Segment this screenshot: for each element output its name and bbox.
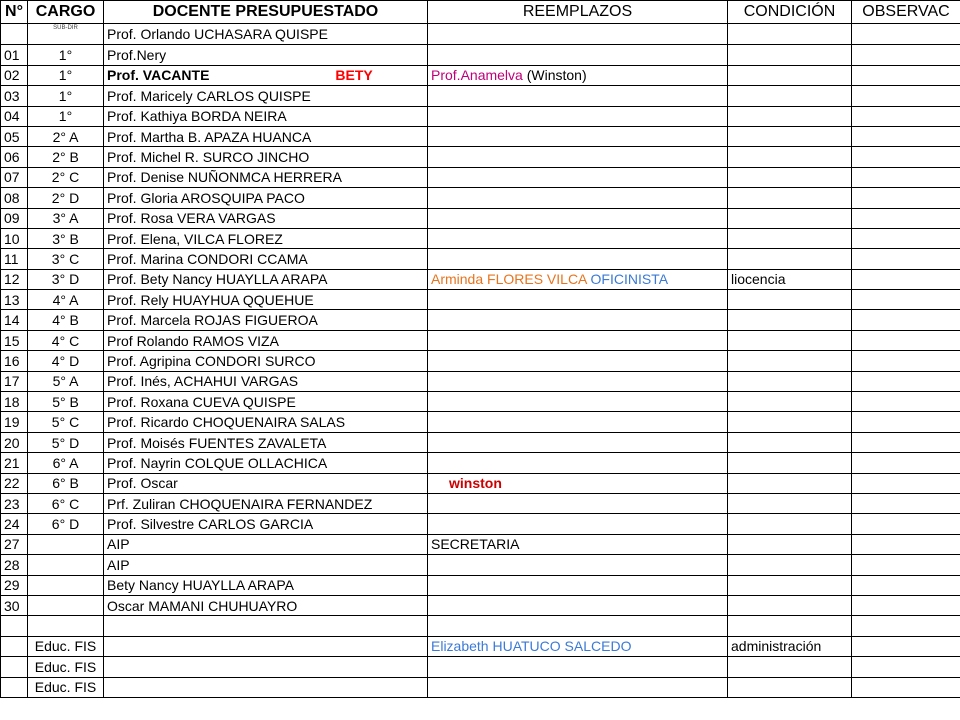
table-row [1, 453, 960, 473]
header-num: N° [1, 1, 28, 24]
row-condicion [728, 86, 852, 106]
docente-name: Prof. Martha B. APAZA HUANCA [107, 128, 312, 145]
row-cargo: Educ. FIS [28, 657, 104, 677]
docente-name: Prof. Rely HUAYHUA QQUEHUE [107, 291, 314, 308]
row-condicion [728, 126, 852, 146]
header-row [1, 1, 960, 24]
docente-name: Prof Rolando RAMOS VIZA [107, 332, 279, 349]
table-row [1, 595, 960, 615]
row-docente: Prof. Orlando UCHASARA QUISPE [104, 24, 428, 45]
row-docente [104, 514, 428, 534]
row-num: 27 [1, 534, 28, 554]
row-docente [104, 473, 428, 493]
docente-name: Prof. Roxana CUEVA QUISPE [107, 393, 296, 410]
row-cargo: 1° [28, 86, 104, 106]
row-num [1, 657, 28, 677]
row-cargo [28, 595, 104, 615]
row-obs [852, 86, 960, 106]
row-docente [104, 228, 428, 248]
row-reemplazo [428, 473, 728, 493]
row-obs [852, 208, 960, 228]
row-docente [104, 290, 428, 310]
row-reemplazo [428, 269, 728, 289]
table-row [1, 106, 960, 126]
docente-name: Prof. Ricardo CHOQUENAIRA SALAS [107, 414, 346, 431]
row-cargo: 6° C [28, 493, 104, 513]
row-num: 01 [1, 45, 28, 65]
row-reemplazo [428, 432, 728, 452]
row-docente [104, 86, 428, 106]
row-num [1, 24, 28, 45]
table-row [1, 514, 960, 534]
row-obs [852, 555, 960, 575]
header-observ: OBSERVAC [852, 1, 960, 24]
row-obs [852, 290, 960, 310]
row-docente [104, 45, 428, 65]
row-num: 06 [1, 147, 28, 167]
row-num: 16 [1, 351, 28, 371]
row-docente [104, 188, 428, 208]
row-cargo: 1° [28, 45, 104, 65]
docente-name: Prof. Oscar [107, 475, 178, 492]
row-condicion [728, 595, 852, 615]
row-cargo: 4° D [28, 351, 104, 371]
row-reemplazo [428, 106, 728, 126]
table-row [1, 290, 960, 310]
row-cargo: 4° A [28, 290, 104, 310]
header-condicion: CONDICIÓN [728, 1, 852, 24]
header-reemplazos: REEMPLAZOS [428, 1, 728, 24]
row-obs [852, 249, 960, 269]
table-row [1, 65, 960, 85]
row-reemplazo [428, 167, 728, 187]
row-docente [104, 636, 428, 656]
row-obs [852, 65, 960, 85]
row-reemplazo [428, 555, 728, 575]
row-num: 18 [1, 392, 28, 412]
docente-name: Prof. Silvestre CARLOS GARCIA [107, 516, 314, 533]
row-condicion [728, 24, 852, 45]
row-cargo: 5° C [28, 412, 104, 432]
docente-name: Prof.Nery [107, 47, 167, 64]
row-num: 28 [1, 555, 28, 575]
row-reemplazo [428, 188, 728, 208]
row-cargo [28, 575, 104, 595]
row-docente [104, 677, 428, 697]
row-docente [104, 555, 428, 575]
row-condicion [728, 534, 852, 554]
row-obs [852, 677, 960, 697]
docente-name: Prof. Rosa VERA VARGAS [107, 210, 276, 227]
row-reemplazo [428, 412, 728, 432]
row-obs [852, 473, 960, 493]
row-obs [852, 106, 960, 126]
row-docente [104, 65, 428, 85]
row-reemplazo [428, 595, 728, 615]
row-cargo: 2° A [28, 126, 104, 146]
table-row [1, 555, 960, 575]
reemplazo-name: SECRETARIA [431, 536, 520, 553]
row-docente [104, 595, 428, 615]
table-row [1, 371, 960, 391]
row-obs [852, 493, 960, 513]
row-docente [104, 657, 428, 677]
row-num [1, 636, 28, 656]
row-docente [104, 392, 428, 412]
row-obs [852, 595, 960, 615]
row-num: 10 [1, 228, 28, 248]
table-row [1, 432, 960, 452]
row-cargo: 3° B [28, 228, 104, 248]
row-num: 05 [1, 126, 28, 146]
row-reemplazo [428, 657, 728, 677]
table-row [1, 228, 960, 248]
docente-name: Prof. Gloria AROSQUIPA PACO [107, 189, 305, 206]
row-condicion [728, 351, 852, 371]
row-reemplazo [428, 514, 728, 534]
reemplazo-name: Prof.Anamelva [431, 67, 523, 84]
row-cargo: 2° D [28, 188, 104, 208]
row-cargo: SUB-DIR [28, 24, 104, 45]
reemplazo-name: Arminda FLORES VILCA [431, 271, 587, 288]
row-num: 09 [1, 208, 28, 228]
row-condicion [728, 45, 852, 65]
row-num: 17 [1, 371, 28, 391]
row-cargo [28, 555, 104, 575]
docente-name: Prof. Michel R. SURCO JINCHO [107, 149, 310, 166]
row-cargo: Educ. FIS [28, 677, 104, 697]
row-obs [852, 351, 960, 371]
table-row-subdir [1, 24, 960, 45]
row-cargo [28, 616, 104, 636]
row-condicion [728, 473, 852, 493]
row-obs [852, 575, 960, 595]
row-num: 21 [1, 453, 28, 473]
row-obs [852, 412, 960, 432]
row-num: 23 [1, 493, 28, 513]
row-condicion [728, 555, 852, 575]
row-num: 29 [1, 575, 28, 595]
row-reemplazo [428, 65, 728, 85]
row-reemplazo [428, 24, 728, 45]
row-docente [104, 453, 428, 473]
row-obs [852, 269, 960, 289]
row-docente [104, 269, 428, 289]
row-cargo: 1° [28, 106, 104, 126]
row-num: 15 [1, 330, 28, 350]
table-row [1, 310, 960, 330]
row-reemplazo [428, 534, 728, 554]
docente-name: Prof. Agripina CONDORI SURCO [107, 352, 316, 369]
row-reemplazo [428, 493, 728, 513]
row-num: 30 [1, 595, 28, 615]
row-docente [104, 310, 428, 330]
table-row [1, 493, 960, 513]
row-cargo: 1° [28, 65, 104, 85]
docente-name: AIP [107, 556, 130, 573]
docente-note: BETY [335, 67, 373, 84]
row-condicion [728, 514, 852, 534]
docente-name: Prof. Nayrin COLQUE OLLACHICA [107, 454, 328, 471]
docente-name: Bety Nancy HUAYLLA ARAPA [107, 577, 295, 594]
header-docente: DOCENTE PRESUPUESTADO [104, 1, 428, 24]
table-row [1, 86, 960, 106]
row-condicion [728, 310, 852, 330]
table-row [1, 392, 960, 412]
reemplazo-name: Elizabeth HUATUCO SALCEDO [431, 638, 632, 655]
row-docente [104, 167, 428, 187]
docente-name: Prof. Elena, VILCA FLOREZ [107, 230, 283, 247]
row-reemplazo [428, 392, 728, 412]
row-condicion [728, 616, 852, 636]
row-cargo [28, 534, 104, 554]
row-reemplazo [428, 575, 728, 595]
row-condicion [728, 453, 852, 473]
row-condicion [728, 188, 852, 208]
row-num [1, 677, 28, 697]
row-num: 12 [1, 269, 28, 289]
table-row [1, 330, 960, 350]
row-condicion [728, 106, 852, 126]
row-condicion [728, 290, 852, 310]
table-row [1, 473, 960, 493]
row-obs [852, 392, 960, 412]
row-obs [852, 228, 960, 248]
docente-name: Prof. Kathiya BORDA NEIRA [107, 108, 287, 125]
table-row [1, 657, 960, 677]
row-obs [852, 371, 960, 391]
row-cargo: 6° D [28, 514, 104, 534]
row-num: 24 [1, 514, 28, 534]
docente-name: Prof. Denise NUÑONMCA HERRERA [107, 169, 342, 186]
table-row [1, 351, 960, 371]
row-reemplazo [428, 290, 728, 310]
table-row [1, 677, 960, 697]
docente-name: Prof. Bety Nancy HUAYLLA ARAPA [107, 271, 328, 288]
row-reemplazo [428, 147, 728, 167]
row-docente [104, 616, 428, 636]
row-cargo: 3° D [28, 269, 104, 289]
row-docente [104, 330, 428, 350]
row-num: 07 [1, 167, 28, 187]
row-reemplazo [428, 351, 728, 371]
row-docente [104, 351, 428, 371]
row-reemplazo [428, 126, 728, 146]
row-obs [852, 310, 960, 330]
row-docente [104, 432, 428, 452]
row-cargo: 6° A [28, 453, 104, 473]
row-cargo: 5° B [28, 392, 104, 412]
row-reemplazo [428, 310, 728, 330]
row-condicion [728, 432, 852, 452]
row-num [1, 616, 28, 636]
row-docente [104, 534, 428, 554]
row-condicion [728, 493, 852, 513]
row-reemplazo [428, 677, 728, 697]
row-condicion [728, 228, 852, 248]
row-obs [852, 126, 960, 146]
row-obs [852, 453, 960, 473]
row-num: 11 [1, 249, 28, 269]
row-docente [104, 412, 428, 432]
row-docente [104, 575, 428, 595]
row-obs [852, 188, 960, 208]
row-obs [852, 330, 960, 350]
docente-name: AIP [107, 536, 130, 553]
row-condicion [728, 167, 852, 187]
row-cargo: 4° C [28, 330, 104, 350]
table-row [1, 534, 960, 554]
docente-name: Prof. Moisés FUENTES ZAVALETA [107, 434, 327, 451]
table-row [1, 126, 960, 146]
docente-name: Oscar MAMANI CHUHUAYRO [107, 597, 298, 614]
row-reemplazo [428, 228, 728, 248]
table-row [1, 636, 960, 656]
table-row [1, 269, 960, 289]
table-row [1, 412, 960, 432]
row-obs [852, 657, 960, 677]
table-row [1, 616, 960, 636]
row-cargo: 3° A [28, 208, 104, 228]
docente-name: Prof. Inés, ACHAHUI VARGAS [107, 373, 299, 390]
row-reemplazo [428, 86, 728, 106]
row-reemplazo [428, 208, 728, 228]
docente-name: Prof. Marina CONDORI CCAMA [107, 250, 308, 267]
row-obs [852, 534, 960, 554]
row-condicion: administración [728, 636, 852, 656]
row-condicion [728, 208, 852, 228]
reemplazo-note: (Winston) [522, 67, 587, 84]
row-num: 20 [1, 432, 28, 452]
row-docente [104, 371, 428, 391]
row-cargo: 2° C [28, 167, 104, 187]
row-obs [852, 45, 960, 65]
row-reemplazo [428, 371, 728, 391]
row-condicion [728, 412, 852, 432]
table-row [1, 45, 960, 65]
row-cargo: 5° A [28, 371, 104, 391]
row-reemplazo [428, 453, 728, 473]
row-cargo: 5° D [28, 432, 104, 452]
row-docente [104, 208, 428, 228]
row-obs [852, 167, 960, 187]
row-num: 02 [1, 65, 28, 85]
row-num: 08 [1, 188, 28, 208]
row-num: 13 [1, 290, 28, 310]
header-cargo: CARGO [28, 1, 104, 24]
row-docente [104, 126, 428, 146]
row-obs [852, 432, 960, 452]
row-obs [852, 636, 960, 656]
table-row [1, 249, 960, 269]
row-docente [104, 147, 428, 167]
row-cargo: 6° B [28, 473, 104, 493]
row-condicion [728, 657, 852, 677]
table-row [1, 147, 960, 167]
row-condicion: liocencia [728, 269, 852, 289]
row-cargo: 4° B [28, 310, 104, 330]
row-condicion [728, 330, 852, 350]
row-num: 04 [1, 106, 28, 126]
row-obs [852, 24, 960, 45]
docente-name: Prof. Maricely CARLOS QUISPE [107, 87, 311, 104]
row-num: 22 [1, 473, 28, 493]
table-row [1, 188, 960, 208]
row-cargo: 2° B [28, 147, 104, 167]
row-num: 03 [1, 86, 28, 106]
row-condicion [728, 371, 852, 391]
row-docente [104, 249, 428, 269]
row-num: 19 [1, 412, 28, 432]
row-condicion [728, 249, 852, 269]
row-docente [104, 106, 428, 126]
docente-name: Prf. Zuliran CHOQUENAIRA FERNANDEZ [107, 495, 373, 512]
row-docente [104, 493, 428, 513]
row-cargo: 3° C [28, 249, 104, 269]
row-condicion [728, 147, 852, 167]
row-reemplazo [428, 45, 728, 65]
reemplazo-note: winston [449, 475, 502, 492]
row-reemplazo [428, 249, 728, 269]
table-row [1, 575, 960, 595]
table-row [1, 208, 960, 228]
row-cargo: Educ. FIS [28, 636, 104, 656]
table-row [1, 167, 960, 187]
row-condicion [728, 677, 852, 697]
row-obs [852, 514, 960, 534]
row-condicion [728, 575, 852, 595]
row-condicion [728, 65, 852, 85]
reemplazo-note: OFICINISTA [586, 271, 669, 288]
row-num: 14 [1, 310, 28, 330]
row-obs [852, 616, 960, 636]
row-reemplazo [428, 616, 728, 636]
row-reemplazo [428, 330, 728, 350]
row-condicion [728, 392, 852, 412]
docente-name: Prof. Marcela ROJAS FIGUEROA [107, 312, 318, 329]
row-reemplazo [428, 636, 728, 656]
row-obs [852, 147, 960, 167]
docente-name: Prof. VACANTE [107, 67, 210, 84]
